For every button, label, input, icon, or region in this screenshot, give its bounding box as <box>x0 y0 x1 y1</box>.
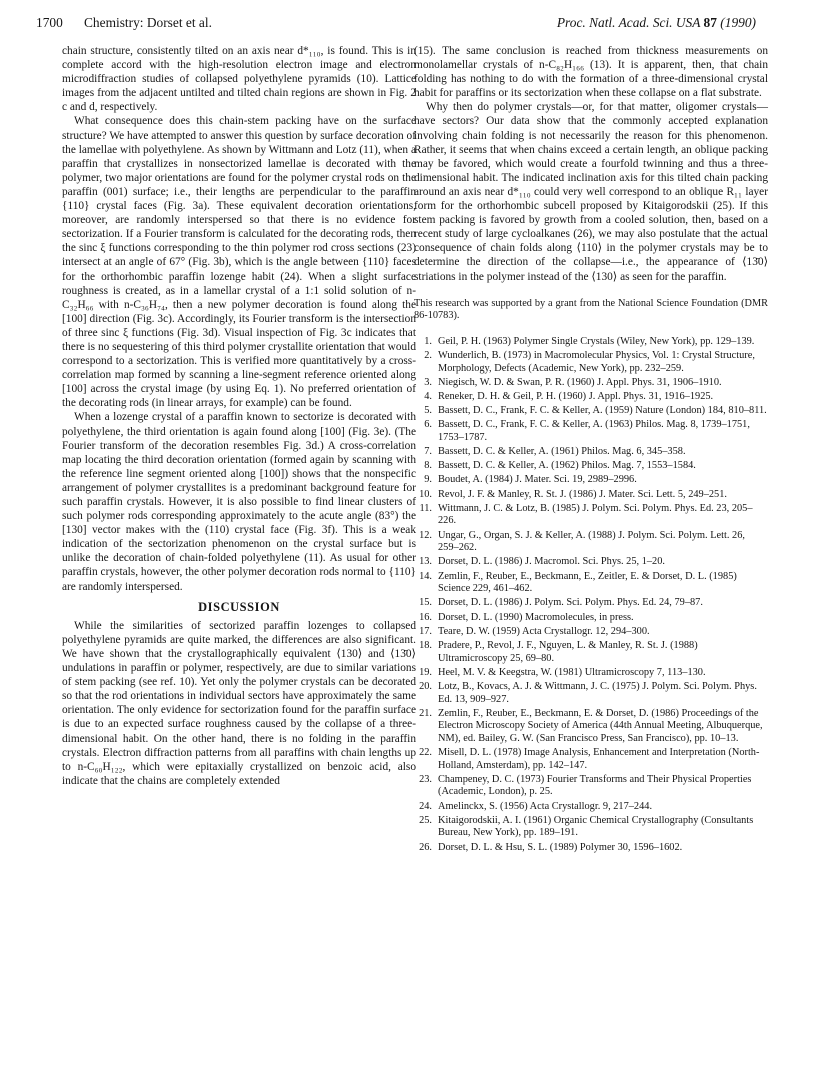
journal-name: Proc. Natl. Acad. Sci. USA <box>556 15 701 30</box>
right-column <box>414 44 768 856</box>
reference-text: Teare, D. W. (1959) Acta Crystallogr. 12, 294–300. <box>438 625 650 637</box>
reference-text: Wittmann, J. C. & Lotz, B. (1985) J. Polym. Sci. Polym. Phys. Ed. 23, 205–226. <box>438 502 753 527</box>
reference-number: 4. <box>424 390 432 402</box>
reference-text: Zemlin, F., Reuber, E., Beckmann, E., Zeitler, E. & Dorset, D. L. (1985) Science 229, 461–462. <box>438 570 737 595</box>
reference-number: 7. <box>424 446 432 458</box>
reference-text: Dorset, D. L. & Hsu, S. L. (1989) Polymer 30, 1596–1602. <box>438 841 683 853</box>
journal-volume: 87 <box>703 15 717 30</box>
reference-number: 21. <box>419 707 432 719</box>
reference-number: 18. <box>419 639 432 651</box>
reference-text: Misell, D. L. (1978) Image Analysis, Enhancement and Interpretation (North-Holland, Amsterdam), pp. 142–147. <box>438 747 760 771</box>
paragraph: (15). The same conclusion is reached from thickness measurements on monolamellar crystals of n-C₈₂H₁₆₆ (13). It is apparent, then, that chain folding has nothing to do with the formation of a three-dimensional crystal habit for paraffins or its sectorization when these collapse on a flat substrate. <box>414 45 768 100</box>
reference-text: Niegisch, W. D. & Swan, P. R. (1960) J. Appl. Phys. 31, 1906–1910. <box>438 376 722 388</box>
reference-number: 23. <box>419 773 432 785</box>
reference-number: 26. <box>419 841 432 853</box>
reference-number: 3. <box>424 376 432 388</box>
reference-item <box>414 489 768 502</box>
reference-text: Dorset, D. L. (1986) J. Polym. Sci. Polym. Phys. Ed. 24, 79–87. <box>438 597 703 609</box>
journal-year: (1990) <box>720 15 756 30</box>
reference-number: 9. <box>424 474 432 486</box>
reference-item <box>414 503 768 528</box>
reference-item <box>414 530 768 555</box>
reference-text: Geil, P. H. (1963) Polymer Single Crystals (Wiley, New York), pp. 129–139. <box>438 335 755 347</box>
reference-item <box>414 801 768 814</box>
reference-number: 5. <box>424 405 432 417</box>
paragraph: Why then do polymer crystals—or, for that matter, oligomer crystals—have sectors? Our data show that the commonly accepted explanation involving chain folding is not necessarily the reason for this phenomenon. Rather, it seems that when chains exceed a certain length, an oblique packing may be favored, which would create a fourfold twinning and thus a three-dimensional habit. The indicated inclination axis for this tilted chain packing around an axis near d*₁₁₀ could very well correspond to an oblique R₁₁ layer form for the orthorhombic subcell proposed by Kitaigorodskii (25). If this stem packing is favored by growth from a cooled solution, then, based on a recent study of large cycloalkanes (26), we may also postulate that the actual consequence of chain folds along ⟨110⟩ in the polymer crystals may be to determine the direction of the collapse—i.e., the appearance of ⟨13̄0⟩ striations in the polymer instead of the ⟨130⟩ as seen for the paraffin. <box>414 101 768 283</box>
reference-text: Reneker, D. H. & Geil, P. H. (1960) J. Appl. Phys. 31, 1916–1925. <box>438 390 714 402</box>
reference-text: Ungar, G., Organ, S. J. & Keller, A. (1988) J. Polym. Sci. Polym. Lett. 26, 259–262. <box>438 529 745 554</box>
reference-number: 14. <box>419 570 432 582</box>
reference-text: Boudet, A. (1984) J. Mater. Sci. 19, 2989–2996. <box>438 474 637 486</box>
reference-text: Bassett, D. C. & Keller, A. (1962) Philos. Mag. 7, 1553–1584. <box>438 460 696 472</box>
reference-number: 12. <box>419 529 432 541</box>
reference-number: 15. <box>419 597 432 609</box>
reference-number: 6. <box>424 419 432 431</box>
reference-item <box>414 556 768 569</box>
reference-list <box>414 336 768 854</box>
running-title: Chemistry: Dorset et al. <box>84 15 212 30</box>
reference-text: Dorset, D. L. (1986) J. Macromol. Sci. Phys. 25, 1–20. <box>438 556 665 568</box>
reference-text: Bassett, D. C. & Keller, A. (1961) Philos. Mag. 6, 345–358. <box>438 446 686 458</box>
reference-item <box>414 350 768 375</box>
reference-text: Champeney, D. C. (1973) Fourier Transforms and Their Physical Properties (Academic, London), p. 25. <box>438 773 752 798</box>
reference-number: 8. <box>424 460 432 472</box>
reference-item <box>414 774 768 799</box>
reference-text: Zemlin, F., Reuber, E., Beckmann, E. & Dorset, D. (1986) Proceedings of the Electron Microscopy Society of America (44th Annual Meeting, Albuquerque, NM), ed. Bailey, G. W. (San Francisco Press, San Francisco), pp. 10–13. <box>438 707 763 744</box>
reference-number: 19. <box>419 666 432 678</box>
reference-item <box>414 681 768 706</box>
reference-item <box>414 626 768 639</box>
reference-text: Heel, M. V. & Keegstra, W. (1981) Ultramicroscopy 7, 113–130. <box>438 666 706 678</box>
left-column <box>62 44 416 788</box>
reference-item <box>414 612 768 625</box>
reference-number: 10. <box>419 488 432 500</box>
reference-text: Dorset, D. L. (1990) Macromolecules, in press. <box>438 611 634 623</box>
reference-text: Wunderlich, B. (1973) in Macromolecular Physics, Vol. 1: Crystal Structure, Morphology, Defects (Academic, New York), pp. 232–259. <box>438 349 755 374</box>
reference-number: 1. <box>424 335 432 347</box>
paragraph: When a lozenge crystal of a paraffin known to sectorize is decorated with polyethylene, the third orientation is again found along [100] (Fig. 3e). (The Fourier transform of the decoration resembles Fig. 3d.) A cross-correlation map locating the third decoration orientation (formed again by scanning with the reference line segment oriented along [100]) shows that the nonspecific arrangement of polymer crystallites is a predominant background feature for such paraffin crystals. However, it is also possible to find linear clusters of such polymer rods corresponding approximately to the acute angle (83°) the [130] vector makes with the (110) crystal face (Fig. 3f). This is a weak indication of the sectorization phenomenon on the crystal surface but is unlike the decoration of chain-folded polyethylene (11). As usual for other paraffin crystals, however, the other polymer decoration rods normal to {110} are randomly interspersed. <box>62 411 416 593</box>
reference-item <box>414 460 768 473</box>
paragraph: chain structure, consistently tilted on an axis near d*₁₁₀, is found. This is in complete accord with the high-resolution electron image and electron microdiffraction studies of collapsed polyethylene pyramids (10). Lattice images from the adjacent untilted and tilted chain regions are shown in Fig. 2 c and d, respectively. <box>62 45 416 114</box>
acknowledgment: This research was supported by a grant from the National Science Foundation (DMR 86-10783). <box>414 297 768 322</box>
reference-number: 22. <box>419 747 432 759</box>
reference-text: Amelinckx, S. (1956) Acta Crystallogr. 9, 217–244. <box>438 800 653 812</box>
reference-item <box>414 336 768 349</box>
journal-citation <box>557 15 756 31</box>
reference-item <box>414 842 768 855</box>
paragraph: What consequence does this chain-stem packing have on the surface structure? We have attempted to answer this question by surface decoration of the lamellae with polyethylene. As shown by Wittmann and Lotz (11), when a paraffin that crystallizes in nonsectorized lamellae is decorated with the polymer, two major orientations are found for the polymer crystal rods on the paraffin (001) surface; i.e., their lengths are perpendicular to the paraffin {110} crystal faces (Fig. 3a). These equivalent decoration orientations, moreover, are randomly interspersed so that there is no evidence for sectorization. If a Fourier transform is calculated for the decorating rods, then the sinc ξ functions corresponding to the thin polymer rod cross sections (23) intersect at an angle of 67° (Fig. 3b), which is the angle between {110} faces for the orthorhombic paraffin lozenge habit (24). When a slight surface roughness is created, as in a lamellar crystal of a 1:1 solid solution of n-C₃₂H₆₆ with n-C₃₆H₇₄, then a new polymer decoration is found along the [100] direction (Fig. 3c). Accordingly, its Fourier transform is the intersection of three sinc ξ functions (Fig. 3d). Visual inspection of Fig. 3c indicates that there is no sequestering of this third polymer crystallite orientation that would correspond to a sectorization. This is verified more quantitatively by a cross-correlation map formed by scanning a line-segment reference oriented along [100] across the crystal image (by using Eq. 1). No preferred orientation of the decorating rods (in linear arrays, for example) can be found. <box>62 115 416 410</box>
page-number: 1700 <box>36 15 63 30</box>
reference-item <box>414 391 768 404</box>
reference-item <box>414 419 768 444</box>
reference-text: Revol, J. F. & Manley, R. St. J. (1986) J. Mater. Sci. Lett. 5, 249–251. <box>438 488 727 500</box>
reference-number: 2. <box>424 349 432 361</box>
reference-item <box>414 815 768 840</box>
section-heading-discussion: DISCUSSION <box>198 599 280 614</box>
reference-number: 17. <box>419 625 432 637</box>
reference-number: 25. <box>419 814 432 826</box>
reference-item <box>414 747 768 772</box>
reference-text: Pradere, P., Revol, J. F., Nguyen, L. & Manley, R. St. J. (1988) Ultramicroscopy 25, 69–80. <box>438 639 698 664</box>
reference-item <box>414 474 768 487</box>
page-header <box>36 15 756 33</box>
reference-number: 13. <box>419 556 432 568</box>
reference-item <box>414 597 768 610</box>
reference-number: 11. <box>419 502 432 514</box>
reference-item <box>414 405 768 418</box>
reference-item <box>414 708 768 746</box>
reference-text: Bassett, D. C., Frank, F. C. & Keller, A. (1959) Nature (London) 184, 810–811. <box>438 405 767 417</box>
reference-number: 24. <box>419 800 432 812</box>
paragraph: While the similarities of sectorized paraffin lozenges to collapsed polyethylene pyramids are quite marked, the differences are also significant. We have shown that the crystallographically equivalent ⟨130⟩ and ⟨13̄0⟩ undulations in paraffin or polymer, respectively, are due to similar variations of stem packing (see ref. 10). Yet only the polymer crystals can be decorated so that the rod orientations in individual sectors have approximately the same orientation. The only evidence for sectorization found for the paraffin surface is due to an expected surface roughness caused by the collapse of a three-dimensional habit. On the other hand, there is no folding in the paraffin crystals. Electron diffraction patterns from all paraffins with chain lengths up to n-C₆₀H₁₂₂, which were epitaxially crystallized on benzoic acid, also indicate that the chains are completely extended <box>62 619 416 787</box>
reference-item <box>414 667 768 680</box>
reference-item <box>414 377 768 390</box>
reference-number: 16. <box>419 611 432 623</box>
reference-text: Bassett, D. C., Frank, F. C. & Keller, A. (1963) Philos. Mag. 8, 1739–1751, 1753–1787. <box>438 419 750 443</box>
reference-text: Lotz, B., Kovacs, A. J. & Wittmann, J. C. (1975) J. Polym. Sci. Polym. Phys. Ed. 13, 909–927. <box>438 680 757 705</box>
reference-text: Kitaigorodskii, A. I. (1961) Organic Chemical Crystallography (Consultants Bureau, New York), pp. 189–191. <box>438 814 754 839</box>
reference-item <box>414 571 768 596</box>
reference-number: 20. <box>419 680 432 692</box>
reference-item <box>414 446 768 459</box>
reference-item <box>414 640 768 665</box>
